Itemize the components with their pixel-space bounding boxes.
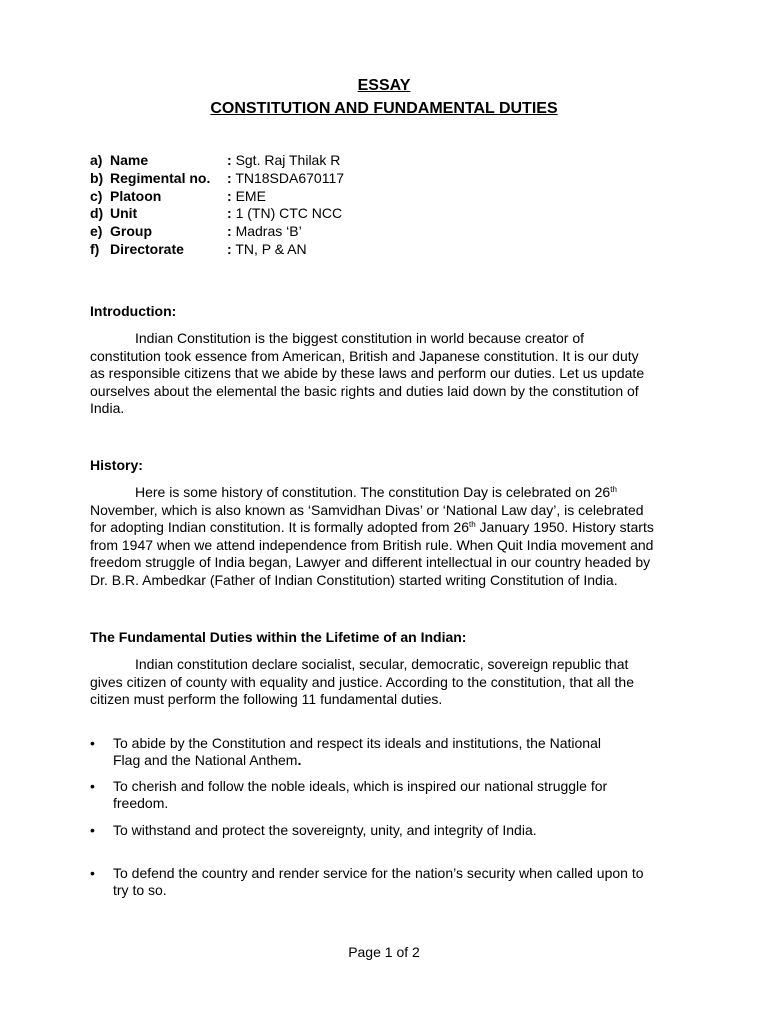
- paragraph-text: for adopting Indian constitution. It is formally adopted from 26: [90, 519, 469, 536]
- detail-label: Unit: [110, 205, 138, 222]
- detail-colon: :: [227, 240, 232, 257]
- paragraph-text: January 1950. History starts: [475, 519, 654, 536]
- history-paragraph: [90, 484, 680, 590]
- detail-colon: :: [227, 187, 232, 204]
- introduction-paragraph: [90, 330, 680, 418]
- list-item-text: To abide by the Constitution and respect its ideals and institutions, the National: [113, 735, 601, 751]
- detail-colon: :: [227, 223, 232, 240]
- detail-value: TN18SDA670117: [235, 169, 345, 186]
- bullet-icon: •: [90, 778, 95, 794]
- detail-index: e): [90, 223, 103, 240]
- essay-subtitle: CONSTITUTION AND FUNDAMENTAL DUTIES: [210, 100, 558, 117]
- fundamental-duties-heading: The Fundamental Duties within the Lifetime of an Indian:: [90, 629, 467, 645]
- ordinal-superscript: th: [469, 520, 476, 530]
- paragraph-line: constitution took essence from American, British and Japanese constitution. It is our duty: [90, 347, 639, 364]
- paragraph-line: Dr. B.R. Ambedkar (Father of Indian Constitution) started writing Constitution of India.: [90, 571, 618, 588]
- detail-row-name: [90, 152, 344, 170]
- list-item-text: freedom.: [113, 795, 169, 812]
- paragraph-line: [90, 484, 680, 502]
- detail-row-directorate: [90, 241, 344, 259]
- bullet-icon: •: [90, 735, 95, 751]
- paragraph-line: [90, 519, 680, 537]
- list-item-text: To defend the country and render service for the nation’s security when called upon to: [113, 865, 644, 881]
- paragraph-line: ourselves about the elemental the basic rights and duties laid down by the constitution of: [90, 382, 639, 399]
- paragraph-line: gives citizen of county with equality and justice. According to the constitution, that all the: [90, 673, 634, 690]
- paragraph-line: citizen must perform the following 11 fundamental duties.: [90, 691, 443, 708]
- list-item-text: To cherish and follow the noble ideals, which is inspired our national struggle for: [113, 778, 608, 794]
- list-item-text: [113, 752, 690, 769]
- detail-index: c): [90, 187, 103, 204]
- list-item-text: try to so.: [113, 882, 167, 899]
- list-item-text: To withstand and protect the sovereignty, unity, and integrity of India.: [113, 822, 537, 838]
- bullet-icon: •: [90, 822, 95, 838]
- detail-index: a): [90, 152, 103, 168]
- detail-row-unit: [90, 205, 344, 223]
- detail-row-group: [90, 223, 344, 241]
- detail-label: Platoon: [110, 187, 162, 204]
- paragraph-line: November, which is also known as ‘Samvidhan Divas’ or ‘National Law day’, is celebrated: [90, 501, 644, 518]
- detail-value: Madras ‘B’: [235, 223, 302, 240]
- detail-label: Name: [110, 152, 149, 168]
- list-item-text-part: Flag and the National Anthem: [113, 752, 298, 769]
- ordinal-superscript: th: [610, 485, 617, 494]
- page-number: Page 1 of 2: [348, 944, 420, 960]
- history-heading: History:: [90, 457, 143, 473]
- duty-list-item: [90, 822, 690, 839]
- introduction-heading: Introduction:: [90, 303, 177, 319]
- detail-colon: :: [227, 169, 232, 186]
- detail-index: f): [90, 240, 100, 257]
- duty-list-item: [90, 865, 690, 899]
- detail-label: Directorate: [110, 240, 184, 257]
- detail-label: Group: [110, 223, 152, 240]
- detail-value: 1 (TN) CTC NCC: [235, 205, 343, 222]
- fundamental-duties-paragraph: [90, 656, 680, 709]
- detail-colon: :: [227, 152, 232, 168]
- paragraph-line: as responsible citizens that we abide by these laws and perform our duties. Let us update: [90, 365, 645, 382]
- paragraph-text: Here is some history of constitution. The constitution Day is celebrated on 26: [135, 484, 611, 500]
- paragraph-line: freedom struggle of India began, Lawyer and different intellectual in our country headed by: [90, 554, 651, 571]
- detail-row-platoon: [90, 188, 344, 206]
- bullet-icon: •: [90, 865, 95, 881]
- detail-label: Regimental no.: [110, 169, 211, 186]
- paragraph-line: India.: [90, 400, 125, 417]
- detail-index: d): [90, 205, 104, 222]
- paragraph-line: Indian constitution declare socialist, secular, democratic, sovereign republic that: [135, 656, 629, 672]
- detail-index: b): [90, 169, 104, 186]
- personal-details: [90, 152, 344, 259]
- detail-value: EME: [235, 187, 266, 204]
- paragraph-line: Indian Constitution is the biggest constitution in world because creator of: [135, 330, 585, 346]
- paragraph-line: from 1947 when we attend independence from British rule. When Quit India movement and: [90, 536, 654, 553]
- detail-value: TN, P & AN: [235, 240, 307, 257]
- duty-list-item: [90, 735, 690, 769]
- essay-title: ESSAY: [357, 77, 411, 94]
- detail-row-regimental-no: [90, 170, 344, 188]
- detail-colon: :: [227, 205, 232, 222]
- duty-list-item: [90, 778, 690, 812]
- detail-value: Sgt. Raj Thilak R: [235, 152, 341, 168]
- list-item-bold-period: .: [297, 752, 302, 769]
